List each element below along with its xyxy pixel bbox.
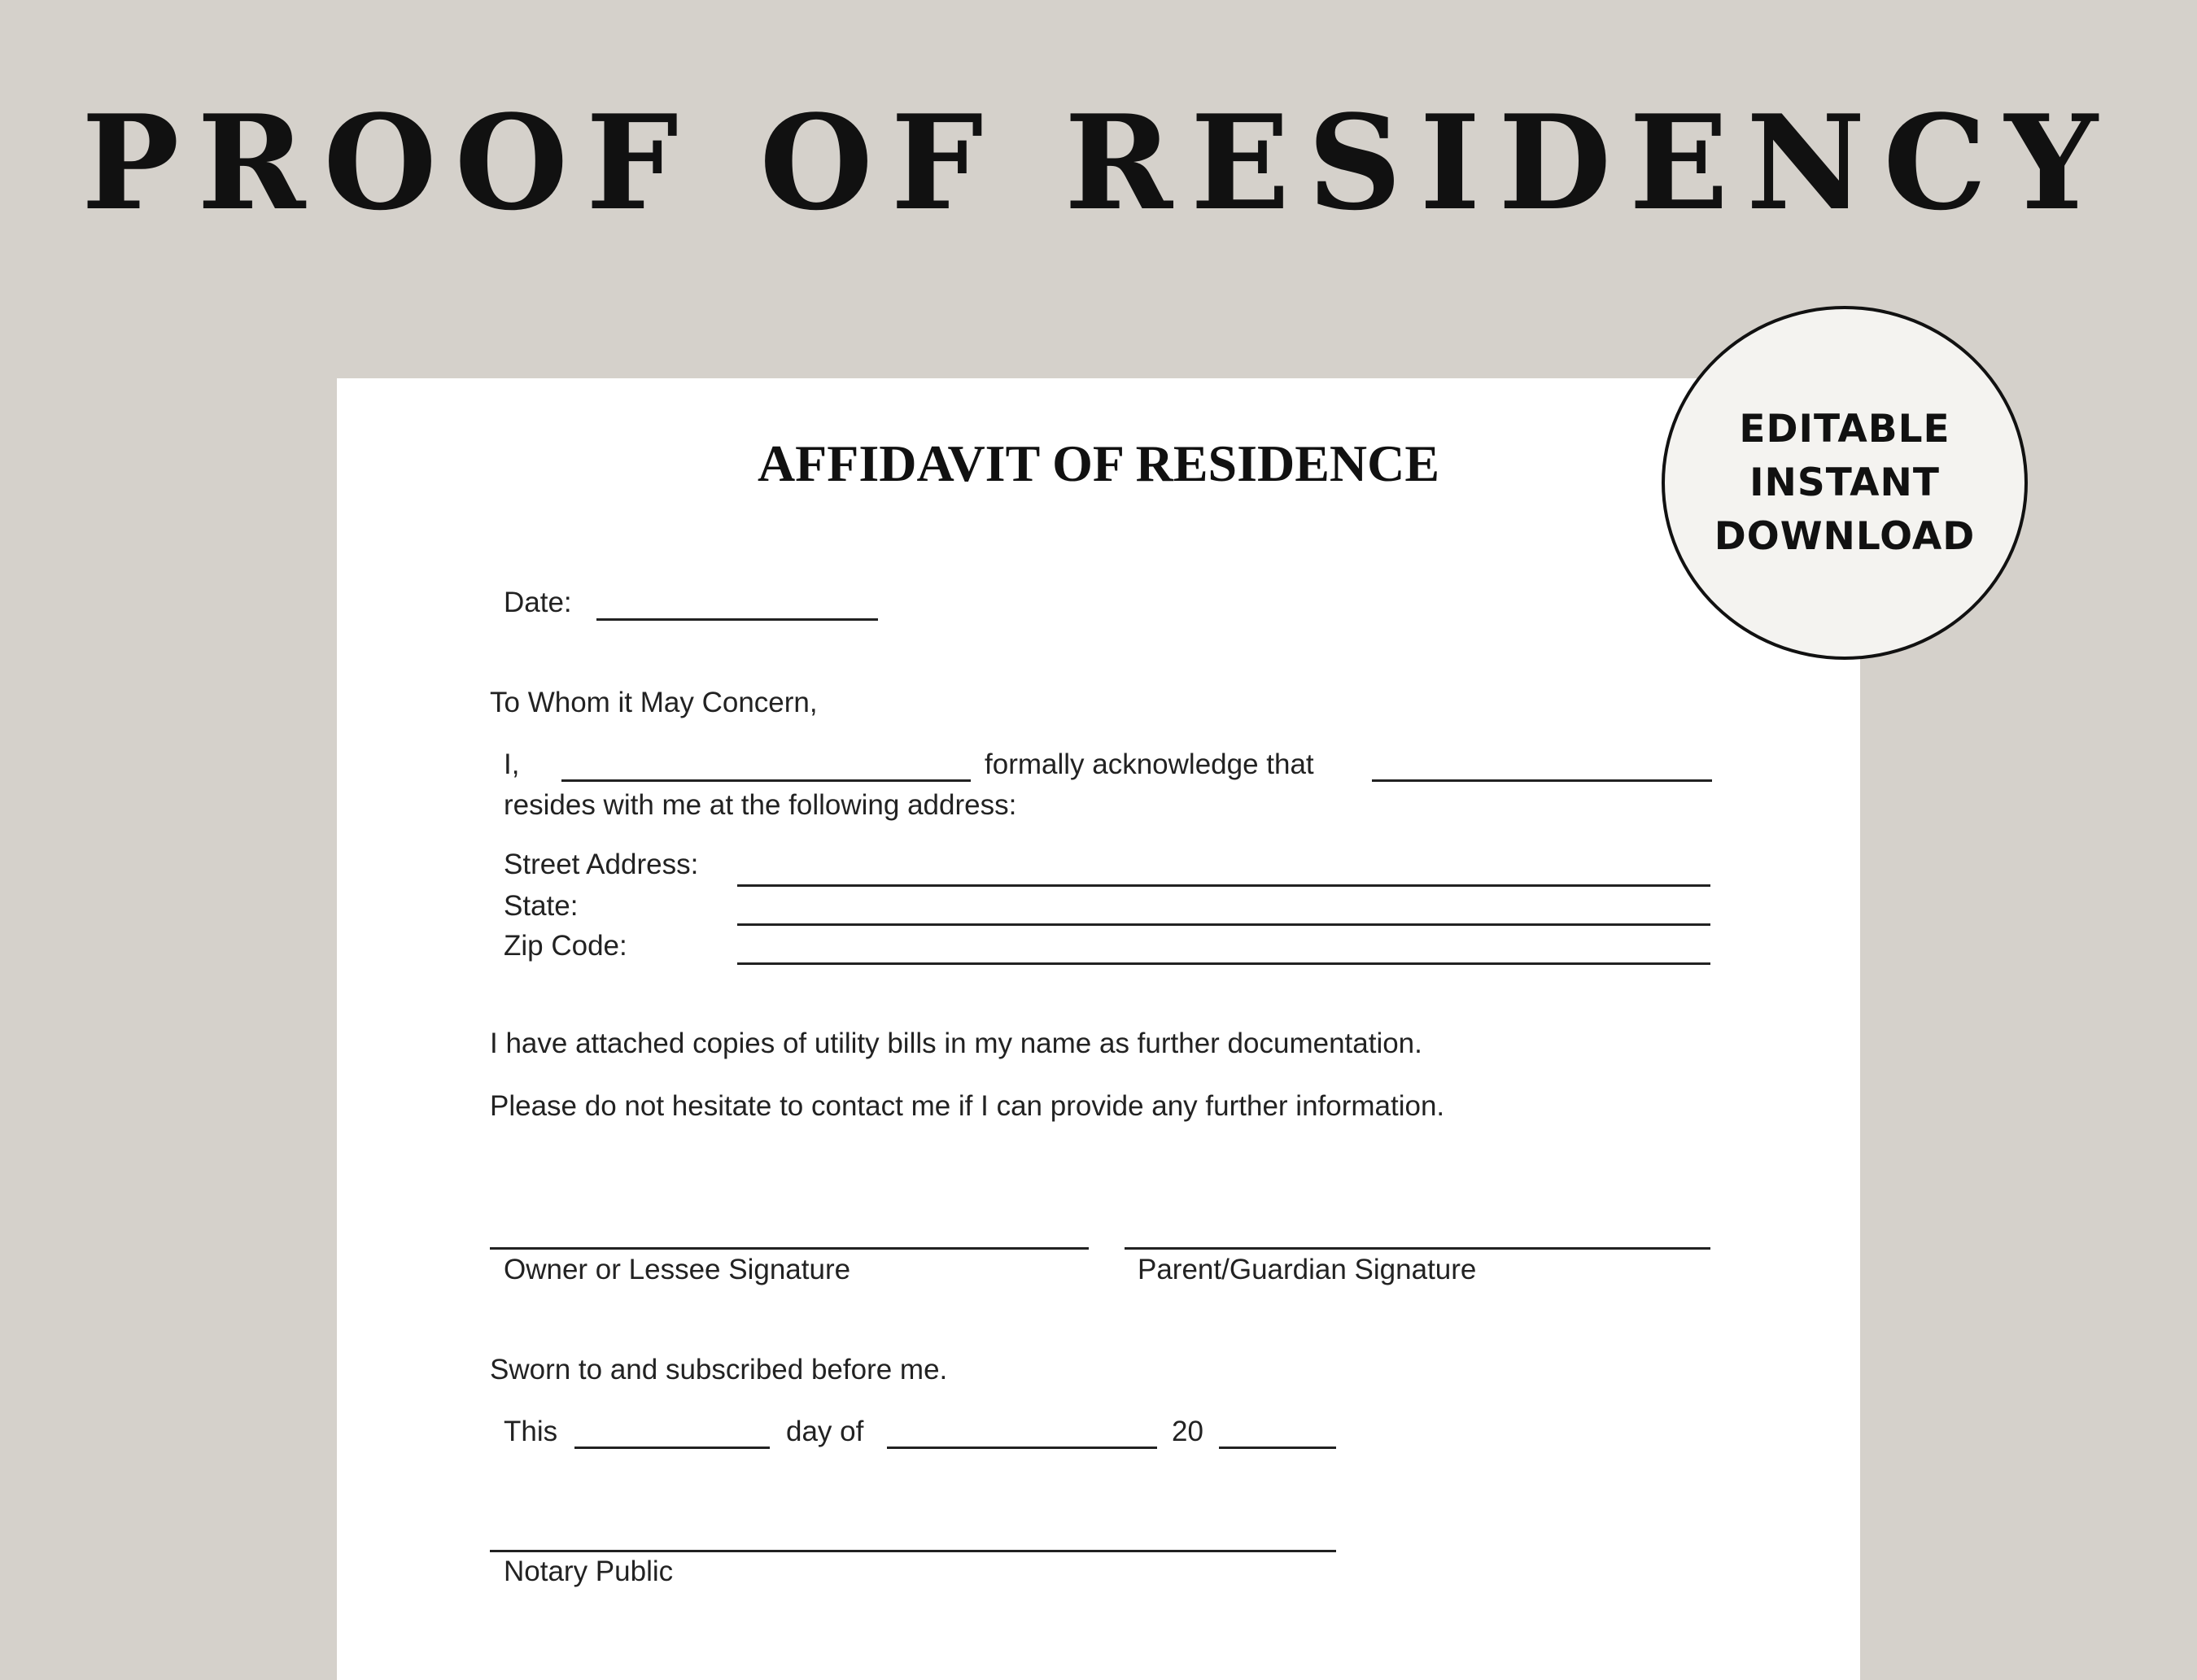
day-of-label: day of xyxy=(786,1416,864,1447)
street-address-line[interactable] xyxy=(737,884,1710,887)
month-line[interactable] xyxy=(887,1447,1157,1449)
guardian-signature-label: Parent/Guardian Signature xyxy=(1138,1254,1477,1285)
street-address-label: Street Address: xyxy=(504,849,699,880)
zip-code-label: Zip Code: xyxy=(504,930,627,962)
notary-signature-line[interactable] xyxy=(490,1550,1336,1552)
year-line[interactable] xyxy=(1219,1447,1336,1449)
date-label: Date: xyxy=(504,587,572,618)
zip-code-line[interactable] xyxy=(737,962,1710,965)
attached-docs-text: I have attached copies of utility bills in my name as further documentation. xyxy=(490,1028,1422,1059)
salutation-text: To Whom it May Concern, xyxy=(490,687,818,718)
state-label: State: xyxy=(504,890,579,922)
state-line[interactable] xyxy=(737,923,1710,926)
document-title: AFFIDAVIT OF RESIDENCE xyxy=(757,434,1440,492)
badge-line-editable: EDITABLE xyxy=(1739,406,1950,452)
banner-title: PROOF OF RESIDENCY xyxy=(81,86,2116,239)
owner-signature-line[interactable] xyxy=(490,1247,1089,1250)
resident-name-line[interactable] xyxy=(1372,779,1712,782)
notary-public-label: Notary Public xyxy=(504,1556,674,1587)
guardian-signature-line[interactable] xyxy=(1125,1247,1710,1250)
year-prefix: 20 xyxy=(1172,1416,1203,1447)
sworn-text: Sworn to and subscribed before me. xyxy=(490,1354,948,1385)
badge-line-download: DOWNLOAD xyxy=(1714,513,1976,559)
acknowledge-text: formally acknowledge that xyxy=(985,748,1314,780)
contact-text: Please do not hesitate to contact me if I can provide any further information. xyxy=(490,1090,1445,1122)
badge-line-instant: INSTANT xyxy=(1749,460,1940,505)
affiant-name-line[interactable] xyxy=(561,779,971,782)
i-label: I, xyxy=(504,748,520,780)
owner-signature-label: Owner or Lessee Signature xyxy=(504,1254,851,1285)
date-field-line[interactable] xyxy=(596,618,878,621)
day-number-line[interactable] xyxy=(574,1447,770,1449)
this-label: This xyxy=(504,1416,558,1447)
resides-text: resides with me at the following address: xyxy=(504,789,1017,821)
